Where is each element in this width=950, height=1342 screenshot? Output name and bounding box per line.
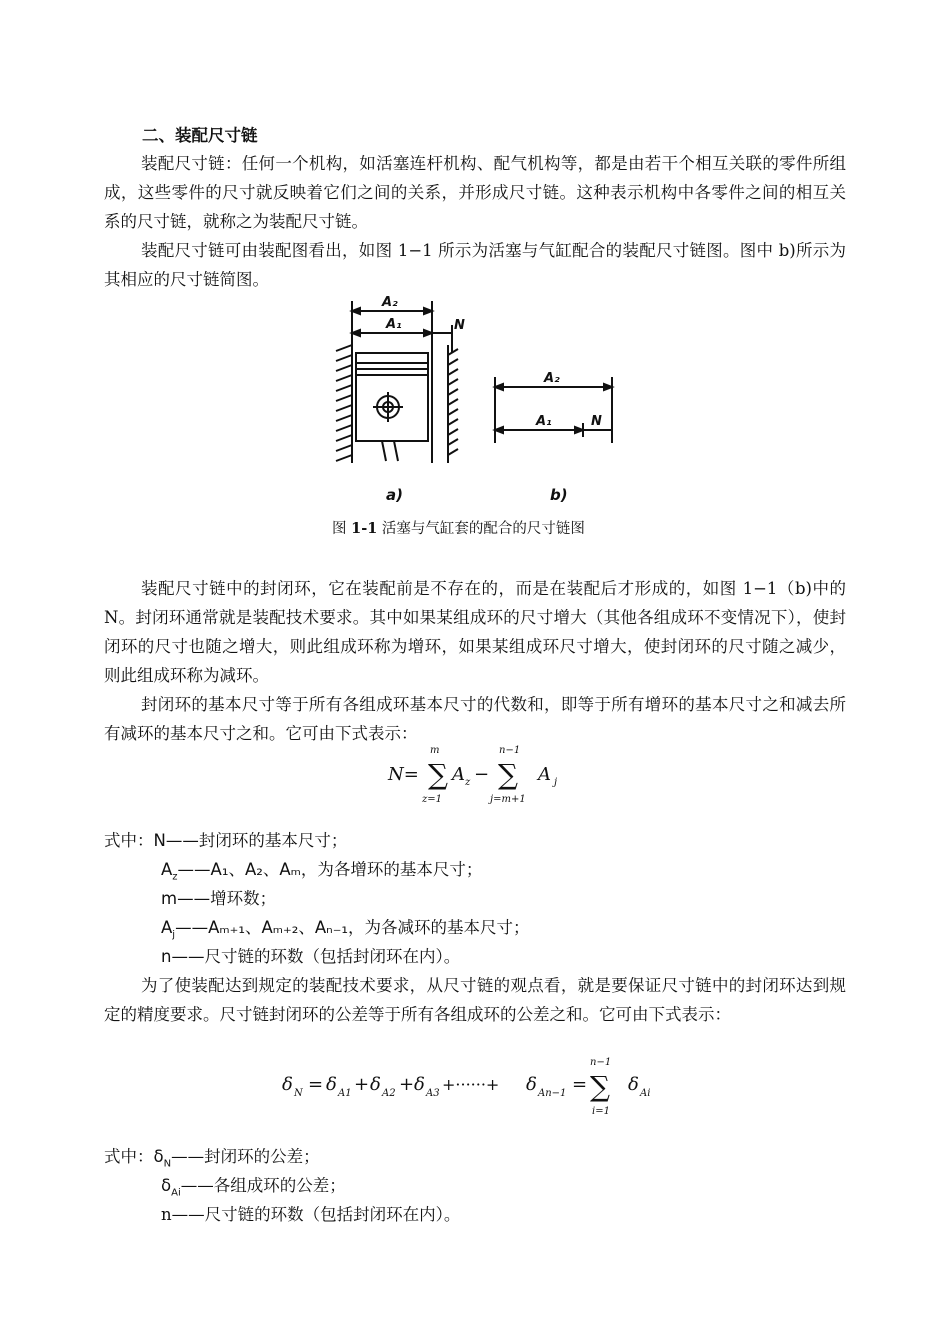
svg-text:+: + xyxy=(399,1074,415,1095)
svg-text:δ: δ xyxy=(370,1074,381,1095)
svg-text:+: + xyxy=(354,1074,370,1095)
label-a2-right: A₂ xyxy=(544,371,560,386)
formula-tolerance xyxy=(282,1052,682,1122)
paragraph-basic-size: 封闭环的基本尺寸等于所有各组成环基本尺寸的代数和，即等于所有增环的基本尺寸之和减去所有减环的基本尺寸之和。它可由下式表示： xyxy=(104,695,846,743)
subfigure-a-label: a) xyxy=(386,486,403,504)
defs1-m: m——增环数； xyxy=(161,889,277,908)
svg-text:A: A xyxy=(452,764,465,785)
figure-caption: 图 1-1 活塞与气缸套的配合的尺寸链图 xyxy=(332,520,585,537)
svg-text:δ: δ xyxy=(326,1074,337,1095)
sum-symbol-3: ∑ xyxy=(590,1070,610,1103)
defs1-n: n——尺寸链的环数（包括封闭环在内）。 xyxy=(161,947,461,966)
label-a1-left: A₁ xyxy=(386,317,402,332)
svg-text:N: N xyxy=(294,1088,303,1099)
svg-text:=: = xyxy=(308,1074,324,1095)
paragraph-assembly-chain-definition: 装配尺寸链：任何一个机构，如活塞连杆机构、配气机构等，都是由若干个相互关联的零件所组成，这些零件的尺寸就反映着它们之间的关系，并形成尺寸链。这种表示机构中各零件之间的相互关系的尺寸链，就称之为装配尺寸链。 xyxy=(104,154,846,231)
label-a2-left: A₂ xyxy=(382,295,398,310)
svg-text:z: z xyxy=(465,777,471,788)
svg-text:N=: N= xyxy=(388,764,419,785)
paragraph-tolerance: 为了使装配达到规定的装配技术要求，从尺寸链的观点看，就是要保证尺寸链中的封闭环达到规定的精度要求。尺寸链封闭环的公差等于所有各组成环的公差之和。它可由下式表示： xyxy=(104,976,846,1024)
formula-basic-size xyxy=(386,740,586,810)
svg-text:Ai: Ai xyxy=(640,1088,651,1099)
svg-text:=: = xyxy=(572,1074,588,1095)
defs2-ai: $\delta_{Ai}——$各组成环的公差； xyxy=(161,1176,346,1199)
defs2-n: n——尺寸链的环数（包括封闭环在内）。 xyxy=(161,1205,461,1224)
svg-text:δ: δ xyxy=(414,1074,425,1095)
svg-text:A: A xyxy=(538,764,551,785)
svg-text:−: − xyxy=(474,764,490,785)
svg-text:n−1: n−1 xyxy=(499,745,521,756)
defs1-aj: $A_j——A_{m+1}$、Aₘ₊₂、Aₙ₋₁，为各减环的基本尺寸； xyxy=(161,918,530,941)
subfigure-b-label: b) xyxy=(550,486,568,504)
svg-text:An−1: An−1 xyxy=(538,1088,567,1099)
svg-text:+······+: +······+ xyxy=(442,1075,500,1094)
defs1-az: $A_z——A_1$、A₂、Aₘ，为各增环的基本尺寸； xyxy=(161,860,483,883)
label-n-left: N xyxy=(454,318,465,333)
svg-text:n−1: n−1 xyxy=(590,1057,612,1068)
svg-text:δ: δ xyxy=(628,1074,639,1095)
svg-text:i=1: i=1 xyxy=(592,1106,610,1117)
piston-cylinder-figure xyxy=(330,295,620,515)
section-heading: 二、装配尺寸链 xyxy=(142,126,258,145)
paragraph-figure-intro: 装配尺寸链可由装配图看出，如图 1−1 所示为活塞与气缸配合的装配尺寸链图。图中 b)所示为其相应的尺寸链简图。 xyxy=(104,241,846,289)
svg-text:j: j xyxy=(554,777,558,788)
svg-text:A2: A2 xyxy=(382,1088,396,1099)
sum-symbol-1: ∑ xyxy=(428,758,448,791)
svg-text:m: m xyxy=(430,745,440,756)
svg-text:z=1: z=1 xyxy=(422,794,443,805)
label-n-right: N xyxy=(591,414,602,429)
defs1-label: 式中：N——封闭环的基本尺寸； xyxy=(104,831,348,850)
svg-text:δ: δ xyxy=(526,1074,537,1095)
svg-text:A1: A1 xyxy=(338,1088,352,1099)
sum-symbol-2: ∑ xyxy=(498,758,518,791)
svg-text:A3: A3 xyxy=(426,1088,440,1099)
paragraph-closed-loop: 装配尺寸链中的封闭环，它在装配前是不存在的，而是在装配后才形成的，如图 1−1（b)中的 N。封闭环通常就是装配技术要求。其中如果某组成环的尺寸增大（其他各组成环不变情况下），使封闭环的尺寸也随之增大，则此组成环称为增环，如果某组成环尺寸增大，使封闭环的尺寸随之减少，则此组成环称为减环。 xyxy=(104,579,846,685)
label-a1-right: A₁ xyxy=(536,414,552,429)
svg-text:j=m+1: j=m+1 xyxy=(490,794,526,805)
svg-text:δ: δ xyxy=(282,1074,293,1095)
defs2-label: 式中：$\delta_N——$封闭环的公差； xyxy=(104,1147,320,1170)
